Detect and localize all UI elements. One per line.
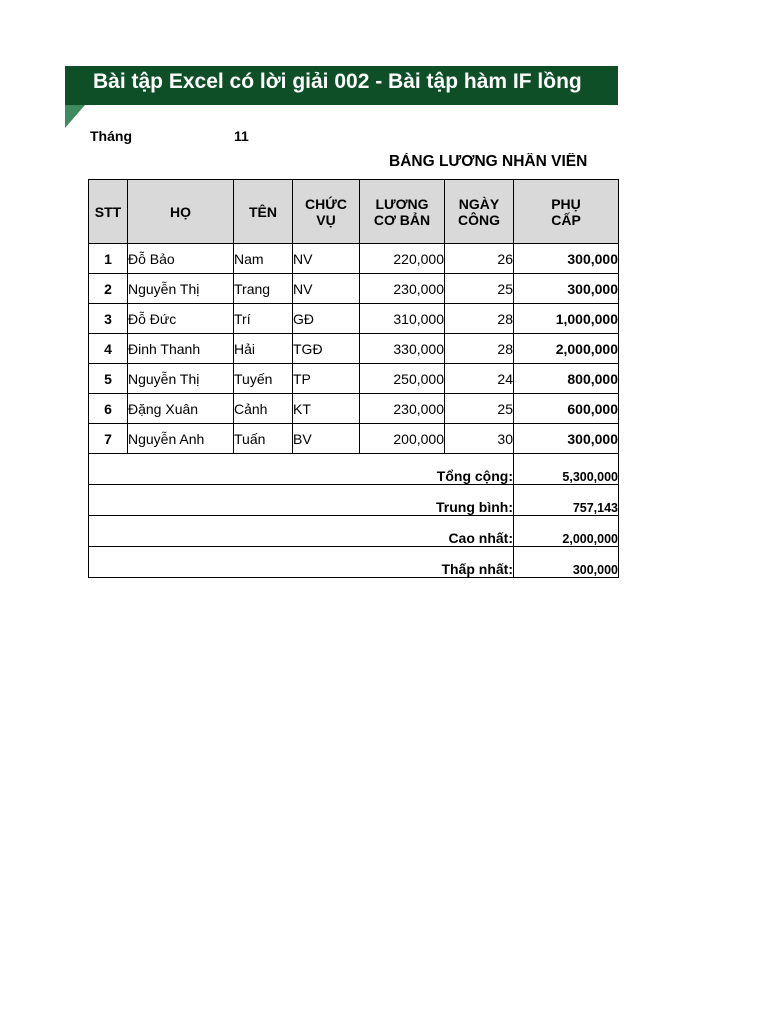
cell-chuc-vu[interactable]: GĐ bbox=[293, 304, 360, 334]
cell-chuc-vu[interactable]: TGĐ bbox=[293, 334, 360, 364]
header-phu-cap[interactable]: PHỤ CẤP bbox=[514, 180, 619, 244]
salary-table bbox=[88, 179, 619, 578]
cell-ten[interactable]: Trang bbox=[234, 274, 293, 304]
cell-phu-cap[interactable]: 800,000 bbox=[514, 364, 619, 394]
table-row bbox=[89, 334, 619, 364]
title-banner bbox=[65, 66, 618, 105]
header-stt[interactable]: STT bbox=[89, 180, 128, 244]
header-row bbox=[89, 180, 619, 244]
cell-ten[interactable]: Hải bbox=[234, 334, 293, 364]
cell-ho[interactable]: Đỗ Đức bbox=[128, 304, 234, 334]
cell-stt[interactable]: 5 bbox=[89, 364, 128, 394]
cell-luong[interactable]: 230,000 bbox=[360, 274, 445, 304]
cell-ten[interactable]: Trí bbox=[234, 304, 293, 334]
header-ngay-cong[interactable]: NGÀY CÔNG bbox=[445, 180, 514, 244]
cell-ten[interactable]: Cảnh bbox=[234, 394, 293, 424]
cell-luong[interactable]: 200,000 bbox=[360, 424, 445, 454]
cell-stt[interactable]: 7 bbox=[89, 424, 128, 454]
table-row bbox=[89, 244, 619, 274]
table-row bbox=[89, 274, 619, 304]
summary-row-total bbox=[89, 454, 619, 485]
cell-stt[interactable]: 4 bbox=[89, 334, 128, 364]
month-label: Tháng bbox=[90, 128, 132, 144]
summary-row-average bbox=[89, 485, 619, 516]
cell-ngay-cong[interactable]: 25 bbox=[445, 394, 514, 424]
month-value[interactable]: 11 bbox=[234, 128, 249, 144]
cell-chuc-vu[interactable]: NV bbox=[293, 244, 360, 274]
cell-phu-cap[interactable]: 600,000 bbox=[514, 394, 619, 424]
summary-value-total[interactable]: 5,300,000 bbox=[514, 454, 619, 485]
sheet-title: BẢNG LƯƠNG NHÂN VIÊN bbox=[389, 153, 588, 170]
table-row bbox=[89, 364, 619, 394]
header-chuc-vu[interactable]: CHỨC VỤ bbox=[293, 180, 360, 244]
cell-ho[interactable]: Đỗ Bảo bbox=[128, 244, 234, 274]
cell-chuc-vu[interactable]: TP bbox=[293, 364, 360, 394]
cell-luong[interactable]: 250,000 bbox=[360, 364, 445, 394]
cell-phu-cap[interactable]: 300,000 bbox=[514, 274, 619, 304]
summary-row-min bbox=[89, 547, 619, 578]
cell-chuc-vu[interactable]: NV bbox=[293, 274, 360, 304]
header-luong-co-ban[interactable]: LƯƠNG CƠ BẢN bbox=[360, 180, 445, 244]
cell-ho[interactable]: Nguyễn Thị bbox=[128, 364, 234, 394]
cell-ten[interactable]: Tuấn bbox=[234, 424, 293, 454]
banner-title: Bài tập Excel có lời giải 002 - Bài tập hàm IF lồng bbox=[93, 70, 582, 93]
cell-stt[interactable]: 1 bbox=[89, 244, 128, 274]
cell-ho[interactable]: Nguyễn Thị bbox=[128, 274, 234, 304]
cell-luong[interactable]: 330,000 bbox=[360, 334, 445, 364]
cell-ten[interactable]: Tuyến bbox=[234, 364, 293, 394]
cell-chuc-vu[interactable]: KT bbox=[293, 394, 360, 424]
header-ten[interactable]: TÊN bbox=[234, 180, 293, 244]
cell-ngay-cong[interactable]: 25 bbox=[445, 274, 514, 304]
table-row bbox=[89, 394, 619, 424]
cell-ho[interactable]: Đặng Xuân bbox=[128, 394, 234, 424]
cell-phu-cap[interactable]: 2,000,000 bbox=[514, 334, 619, 364]
summary-label-average: Trung bình: bbox=[89, 485, 514, 516]
cell-luong[interactable]: 310,000 bbox=[360, 304, 445, 334]
cell-ngay-cong[interactable]: 30 bbox=[445, 424, 514, 454]
summary-value-min[interactable]: 300,000 bbox=[514, 547, 619, 578]
cell-luong[interactable]: 230,000 bbox=[360, 394, 445, 424]
summary-label-total: Tổng cộng: bbox=[89, 454, 514, 485]
summary-label-min: Thấp nhất: bbox=[89, 547, 514, 578]
cell-stt[interactable]: 6 bbox=[89, 394, 128, 424]
cell-phu-cap[interactable]: 1,000,000 bbox=[514, 304, 619, 334]
cell-luong[interactable]: 220,000 bbox=[360, 244, 445, 274]
cell-chuc-vu[interactable]: BV bbox=[293, 424, 360, 454]
cell-ngay-cong[interactable]: 28 bbox=[445, 334, 514, 364]
summary-value-max[interactable]: 2,000,000 bbox=[514, 516, 619, 547]
cell-ngay-cong[interactable]: 26 bbox=[445, 244, 514, 274]
summary-label-max: Cao nhất: bbox=[89, 516, 514, 547]
table-row bbox=[89, 424, 619, 454]
cell-stt[interactable]: 3 bbox=[89, 304, 128, 334]
cell-phu-cap[interactable]: 300,000 bbox=[514, 244, 619, 274]
cell-ngay-cong[interactable]: 24 bbox=[445, 364, 514, 394]
summary-value-average[interactable]: 757,143 bbox=[514, 485, 619, 516]
cell-phu-cap[interactable]: 300,000 bbox=[514, 424, 619, 454]
cell-ho[interactable]: Đinh Thanh bbox=[128, 334, 234, 364]
cell-stt[interactable]: 2 bbox=[89, 274, 128, 304]
cell-ten[interactable]: Nam bbox=[234, 244, 293, 274]
banner-fold-decoration bbox=[65, 105, 85, 128]
table-row bbox=[89, 304, 619, 334]
cell-ngay-cong[interactable]: 28 bbox=[445, 304, 514, 334]
summary-row-max bbox=[89, 516, 619, 547]
cell-ho[interactable]: Nguyễn Anh bbox=[128, 424, 234, 454]
header-ho[interactable]: HỌ bbox=[128, 180, 234, 244]
